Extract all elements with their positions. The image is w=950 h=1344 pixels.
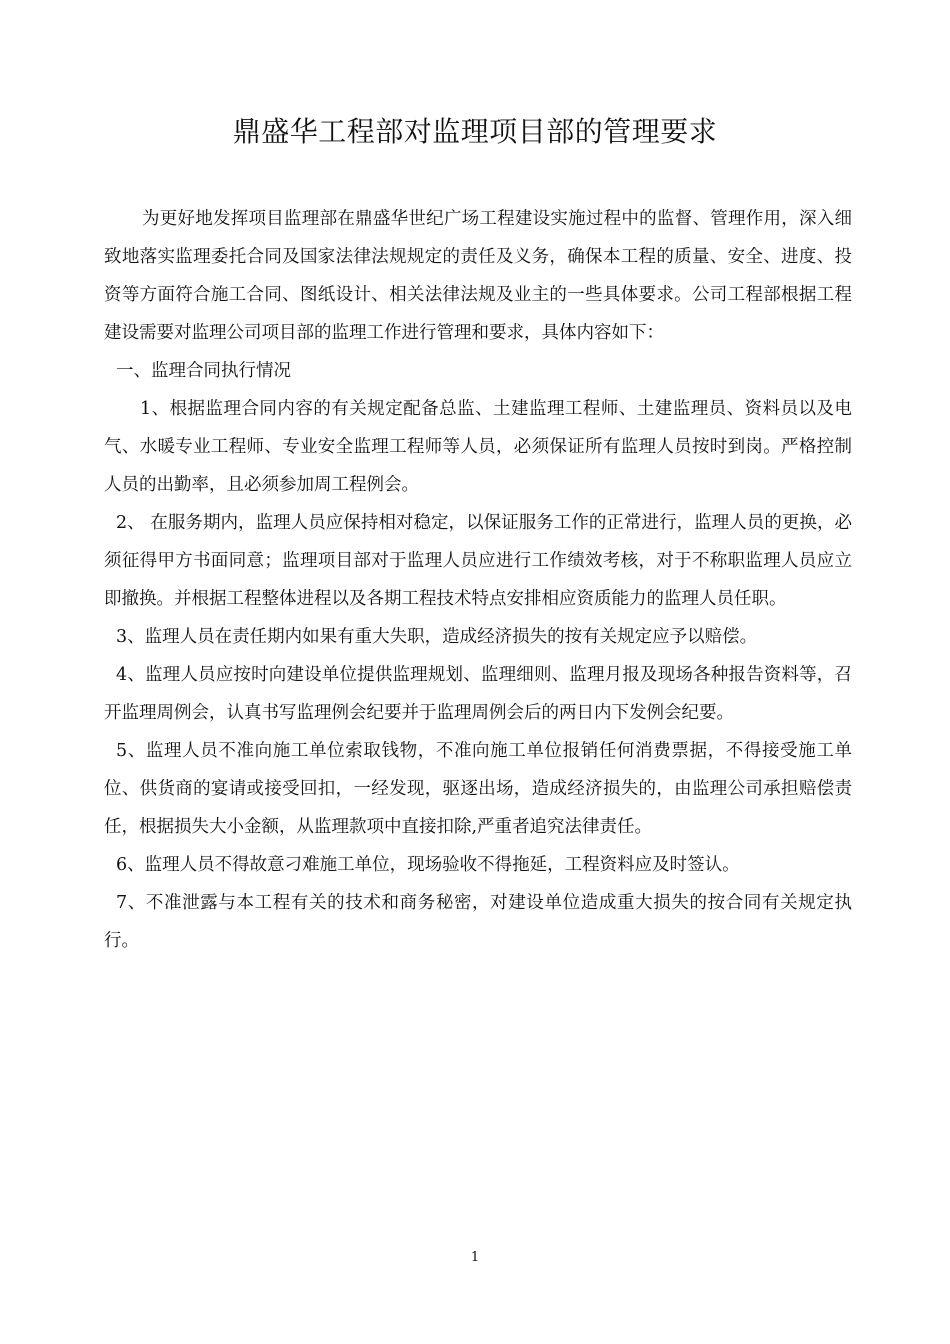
list-item-2: 2、 在服务期内，监理人员应保持相对稳定，以保证服务工作的正常进行，监理人员的更换，必须征得甲方书面同意；监理项目部对于监理人员应进行工作绩效考核，对于不称职监理人员应立即撤换。并根据工程整体进程以及各期工程技术特点安排相应资质能力的监理人员任职。 [104, 513, 852, 609]
list-item-3: 3、监理人员在责任期内如果有重大失职，造成经济损失的按有关规定应予以赔偿。 [116, 627, 758, 647]
intro-paragraph: 为更好地发挥项目监理部在鼎盛华世纪广场工程建设实施过程中的监督、管理作用，深入细致地落实监理委托合同及国家法律法规规定的责任及义务，确保本工程的质量、安全、进度、投资等方面符合施工合同、图纸设计、相关法律法规及业主的一些具体要求。公司工程部根据工程建设需要对监理公司项目部的监理工作进行管理和要求，具体内容如下： [104, 209, 852, 343]
list-item-7: 7、不准泄露与本工程有关的技术和商务秘密，对建设单位造成重大损失的按合同有关规定执行。 [104, 893, 852, 951]
document-title: 鼎盛华工程部对监理项目部的管理要求 [232, 115, 718, 148]
page-number: 1 [470, 1250, 480, 1265]
section-heading-1: 一、监理合同执行情况 [116, 361, 291, 381]
list-item-4: 4、监理人员应按时向建设单位提供监理规划、监理细则、监理月报及现场各种报告资料等，召开监理周例会，认真书写监理例会纪要并于监理周例会后的两日内下发例会纪要。 [104, 665, 852, 723]
list-item-6: 6、监理人员不得故意刁难施工单位，现场验收不得拖延，工程资料应及时签认。 [116, 855, 740, 875]
list-item-1: 1、根据监理合同内容的有关规定配备总监、土建监理工程师、土建监理员、资料员以及电气、水暖专业工程师、专业安全监理工程师等人员，必须保证所有监理人员按时到岗。严格控制人员的出勤率，且必须参加周工程例会。 [104, 399, 852, 495]
document-body [104, 200, 852, 960]
list-item-5: 5、监理人员不准向施工单位索取钱物，不准向施工单位报销任何消费票据，不得接受施工单位、供货商的宴请或接受回扣，一经发现，驱逐出场，造成经济损失的，由监理公司承担赔偿责任，根据损失大小金额，从监理款项中直接扣除,严重者追究法律责任。 [104, 741, 852, 837]
